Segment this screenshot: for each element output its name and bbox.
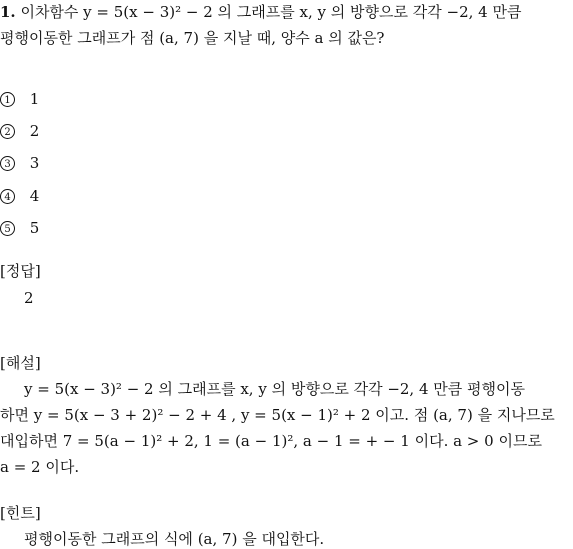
choice-2-text: 2 [29, 122, 40, 140]
question-line-2 [0, 28, 384, 48]
choice-5-marker: 5 [0, 221, 15, 236]
choice-1[interactable] [0, 88, 39, 109]
choice-3-marker: 3 [0, 156, 15, 171]
solution-line-1: y = 5(x − 3)² − 2 의 그래프를 x, y 의 방향으로 각각 −2, 4 만큼 평행이동 [24, 380, 525, 398]
hint-text: 평행이동한 그래프의 식에 (a, 7) 을 대입한다. [24, 530, 325, 548]
choice-1-marker: 1 [0, 92, 15, 107]
solution-line-2: 하면 y = 5(x − 3 + 2)² − 2 + 4 , y = 5(x − 1)² + 2 이고. 점 (a, 7) 을 지나므로 [0, 406, 555, 424]
question-text-1: 이차함수 y = 5(x − 3)² − 2 의 그래프를 x, y 의 방향으로 각각 −2, 4 만큼 [20, 3, 522, 21]
answer-value: 2 [24, 289, 34, 307]
choice-2-marker: 2 [0, 124, 15, 139]
choice-4[interactable] [0, 185, 39, 206]
question-number: 1. [0, 3, 16, 21]
choice-1-text: 1 [29, 90, 40, 108]
solution-line-4: a = 2 이다. [0, 458, 80, 476]
choice-5-text: 5 [29, 219, 40, 237]
answer-heading: [정답] [0, 262, 41, 280]
choice-2[interactable] [0, 120, 39, 141]
hint-heading: [힌트] [0, 504, 41, 522]
choice-4-text: 4 [29, 187, 40, 205]
solution-heading: [해설] [0, 354, 41, 372]
choice-3-text: 3 [29, 154, 40, 172]
choice-3[interactable] [0, 152, 39, 173]
choice-5[interactable] [0, 217, 39, 238]
solution-line-3: 대입하면 7 = 5(a − 1)² + 2, 1 = (a − 1)², a − 1 = + − 1 이다. a > 0 이므로 [0, 432, 542, 450]
question-line-1 [0, 2, 521, 22]
choice-4-marker: 4 [0, 189, 15, 204]
question-text-2: 평행이동한 그래프가 점 (a, 7) 을 지날 때, 양수 a 의 값은? [0, 29, 385, 47]
